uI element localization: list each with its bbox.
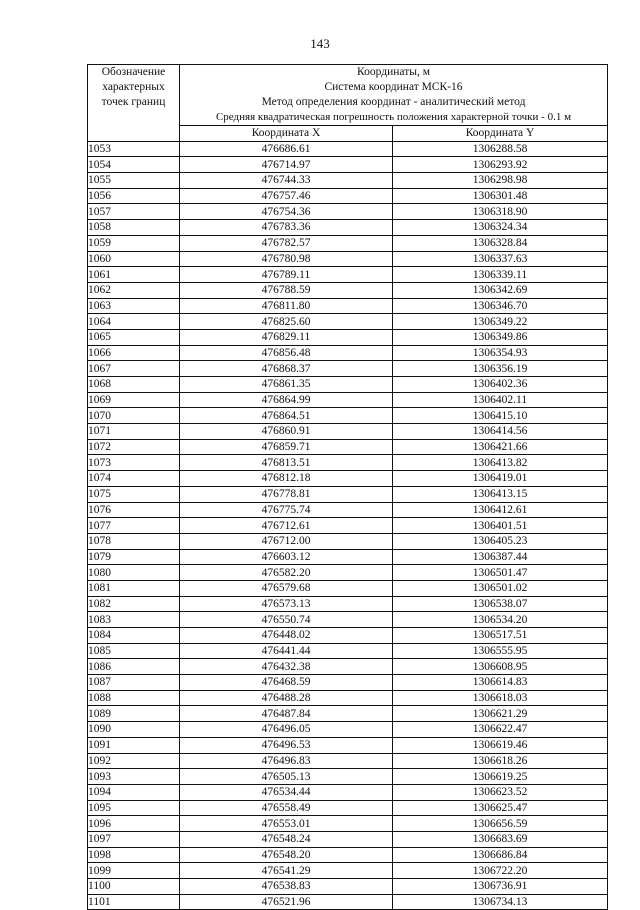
point-number: 1080 <box>88 565 180 581</box>
coordinate-x: 476864.51 <box>180 408 393 424</box>
coordinate-x: 476789.11 <box>180 267 393 283</box>
table-row <box>88 204 608 220</box>
coordinate-x: 476860.91 <box>180 424 393 440</box>
table-row <box>88 831 608 847</box>
table-row <box>88 267 608 283</box>
table-row <box>88 612 608 628</box>
coordinate-x: 476754.36 <box>180 204 393 220</box>
coordinate-x: 476811.80 <box>180 298 393 314</box>
point-number: 1070 <box>88 408 180 424</box>
table-row <box>88 596 608 612</box>
coordinate-y: 1306328.84 <box>393 235 608 251</box>
coordinate-x: 476534.44 <box>180 784 393 800</box>
table-row <box>88 424 608 440</box>
point-number: 1062 <box>88 282 180 298</box>
coordinate-y: 1306342.69 <box>393 282 608 298</box>
coordinate-x: 476548.24 <box>180 831 393 847</box>
point-number: 1073 <box>88 455 180 471</box>
point-number: 1056 <box>88 188 180 204</box>
column-header-y: Координата Y <box>393 126 608 142</box>
coordinate-y: 1306619.25 <box>393 769 608 785</box>
point-number: 1069 <box>88 392 180 408</box>
coordinate-y: 1306298.98 <box>393 173 608 189</box>
table-row <box>88 392 608 408</box>
point-number: 1091 <box>88 737 180 753</box>
table-row <box>88 847 608 863</box>
point-number: 1068 <box>88 377 180 393</box>
point-number: 1061 <box>88 267 180 283</box>
table-row <box>88 894 608 910</box>
coordinate-y: 1306419.01 <box>393 471 608 487</box>
coordinate-x: 476813.51 <box>180 455 393 471</box>
point-number: 1093 <box>88 769 180 785</box>
coordinate-y: 1306288.58 <box>393 141 608 157</box>
point-number: 1064 <box>88 314 180 330</box>
coordinate-x: 476496.05 <box>180 722 393 738</box>
coordinate-x: 476579.68 <box>180 580 393 596</box>
point-number: 1088 <box>88 690 180 706</box>
coordinate-x: 476780.98 <box>180 251 393 267</box>
coordinate-x: 476496.53 <box>180 737 393 753</box>
coordinate-x: 476582.20 <box>180 565 393 581</box>
table-row <box>88 220 608 236</box>
point-number: 1079 <box>88 549 180 565</box>
coordinate-x: 476868.37 <box>180 361 393 377</box>
coordinate-x: 476448.02 <box>180 628 393 644</box>
coordinate-x: 476573.13 <box>180 596 393 612</box>
point-number: 1075 <box>88 486 180 502</box>
coordinate-y: 1306501.02 <box>393 580 608 596</box>
point-number: 1086 <box>88 659 180 675</box>
header-right-line: Система координат МСК-16 <box>324 81 463 93</box>
point-number: 1098 <box>88 847 180 863</box>
coordinate-x: 476541.29 <box>180 863 393 879</box>
coordinate-y: 1306618.03 <box>393 690 608 706</box>
header-left-line: точек границ <box>101 96 166 108</box>
coordinate-y: 1306608.95 <box>393 659 608 675</box>
coordinate-y: 1306337.63 <box>393 251 608 267</box>
coordinate-y: 1306412.61 <box>393 502 608 518</box>
coordinate-x: 476712.61 <box>180 518 393 534</box>
coordinate-x: 476603.12 <box>180 549 393 565</box>
coordinate-x: 476812.18 <box>180 471 393 487</box>
coordinate-x: 476744.33 <box>180 173 393 189</box>
point-number: 1087 <box>88 675 180 691</box>
point-number: 1101 <box>88 894 180 910</box>
coordinate-y: 1306736.91 <box>393 879 608 895</box>
point-number: 1058 <box>88 220 180 236</box>
table-row <box>88 439 608 455</box>
table-row <box>88 408 608 424</box>
coordinate-x: 476521.96 <box>180 894 393 910</box>
coordinate-y: 1306346.70 <box>393 298 608 314</box>
table-row <box>88 800 608 816</box>
coordinate-x: 476788.59 <box>180 282 393 298</box>
coordinate-x: 476441.44 <box>180 643 393 659</box>
table-row <box>88 188 608 204</box>
table-row <box>88 737 608 753</box>
point-number: 1097 <box>88 831 180 847</box>
point-number: 1071 <box>88 424 180 440</box>
table-row <box>88 471 608 487</box>
header-right-line: Средняя квадратическая погрешность положения характерной точки - 0.1 м <box>215 111 572 123</box>
table-row <box>88 314 608 330</box>
table-row <box>88 518 608 534</box>
point-number: 1072 <box>88 439 180 455</box>
table-row <box>88 329 608 345</box>
coordinate-y: 1306538.07 <box>393 596 608 612</box>
point-number: 1077 <box>88 518 180 534</box>
column-header-x: Координата X <box>180 126 393 142</box>
table-row <box>88 486 608 502</box>
point-number: 1067 <box>88 361 180 377</box>
table-row <box>88 549 608 565</box>
table-row <box>88 235 608 251</box>
point-number: 1092 <box>88 753 180 769</box>
coordinate-y: 1306318.90 <box>393 204 608 220</box>
coordinate-x: 476778.81 <box>180 486 393 502</box>
coordinate-x: 476553.01 <box>180 816 393 832</box>
coordinate-y: 1306324.34 <box>393 220 608 236</box>
coordinate-x: 476432.38 <box>180 659 393 675</box>
coordinate-y: 1306414.56 <box>393 424 608 440</box>
coordinate-y: 1306622.47 <box>393 722 608 738</box>
coordinate-y: 1306683.69 <box>393 831 608 847</box>
point-number: 1074 <box>88 471 180 487</box>
coordinate-y: 1306534.20 <box>393 612 608 628</box>
table-row <box>88 157 608 173</box>
point-number: 1099 <box>88 863 180 879</box>
table-row <box>88 565 608 581</box>
point-number: 1089 <box>88 706 180 722</box>
table-row <box>88 580 608 596</box>
coordinate-x: 476856.48 <box>180 345 393 361</box>
point-number: 1065 <box>88 329 180 345</box>
coordinate-y: 1306686.84 <box>393 847 608 863</box>
point-designation-header <box>88 65 180 142</box>
coordinate-y: 1306349.86 <box>393 329 608 345</box>
coordinate-x: 476782.57 <box>180 235 393 251</box>
coordinate-y: 1306618.26 <box>393 753 608 769</box>
point-number: 1078 <box>88 533 180 549</box>
coordinate-x: 476825.60 <box>180 314 393 330</box>
coordinate-x: 476775.74 <box>180 502 393 518</box>
point-number: 1063 <box>88 298 180 314</box>
coordinate-x: 476550.74 <box>180 612 393 628</box>
point-number: 1060 <box>88 251 180 267</box>
coordinate-x: 476468.59 <box>180 675 393 691</box>
coordinate-y: 1306405.23 <box>393 533 608 549</box>
table-row <box>88 173 608 189</box>
table-row <box>88 690 608 706</box>
coordinate-x: 476859.71 <box>180 439 393 455</box>
table-row <box>88 141 608 157</box>
coordinate-y: 1306722.20 <box>393 863 608 879</box>
point-number: 1059 <box>88 235 180 251</box>
coordinate-y: 1306415.10 <box>393 408 608 424</box>
point-number: 1096 <box>88 816 180 832</box>
table-row <box>88 251 608 267</box>
table-row <box>88 361 608 377</box>
point-number: 1082 <box>88 596 180 612</box>
page-number: 143 <box>310 36 330 51</box>
table-row <box>88 659 608 675</box>
coordinate-x: 476558.49 <box>180 800 393 816</box>
table-row <box>88 675 608 691</box>
coordinate-x: 476496.83 <box>180 753 393 769</box>
coordinate-y: 1306421.66 <box>393 439 608 455</box>
table-row <box>88 502 608 518</box>
table-row <box>88 784 608 800</box>
coordinate-y: 1306413.15 <box>393 486 608 502</box>
table-row <box>88 643 608 659</box>
header-left-line: характерных <box>102 81 165 93</box>
coordinate-x: 476829.11 <box>180 329 393 345</box>
coordinate-y: 1306349.22 <box>393 314 608 330</box>
table-body <box>88 141 608 910</box>
coordinate-y: 1306354.93 <box>393 345 608 361</box>
coordinate-x: 476757.46 <box>180 188 393 204</box>
point-number: 1053 <box>88 141 180 157</box>
coordinate-y: 1306614.83 <box>393 675 608 691</box>
table-row <box>88 345 608 361</box>
coordinate-x: 476712.00 <box>180 533 393 549</box>
point-number: 1054 <box>88 157 180 173</box>
table-row <box>88 706 608 722</box>
coordinate-x: 476861.35 <box>180 377 393 393</box>
point-number: 1066 <box>88 345 180 361</box>
coordinate-y: 1306555.95 <box>393 643 608 659</box>
table-row <box>88 769 608 785</box>
point-number: 1084 <box>88 628 180 644</box>
coordinate-x: 476538.83 <box>180 879 393 895</box>
coordinate-x: 476488.28 <box>180 690 393 706</box>
coordinate-y: 1306387.44 <box>393 549 608 565</box>
coordinate-x: 476783.36 <box>180 220 393 236</box>
header-right-line: Метод определения координат - аналитический метод <box>261 96 526 108</box>
point-number: 1057 <box>88 204 180 220</box>
coordinate-y: 1306402.11 <box>393 392 608 408</box>
coordinate-y: 1306401.51 <box>393 518 608 534</box>
header-right-line: Координаты, м <box>357 66 430 78</box>
table-row <box>88 282 608 298</box>
table-row <box>88 753 608 769</box>
coordinate-y: 1306517.51 <box>393 628 608 644</box>
coordinate-y: 1306625.47 <box>393 800 608 816</box>
point-number: 1094 <box>88 784 180 800</box>
point-number: 1085 <box>88 643 180 659</box>
coordinate-y: 1306656.59 <box>393 816 608 832</box>
coordinate-x: 476686.61 <box>180 141 393 157</box>
coordinate-x: 476864.99 <box>180 392 393 408</box>
table-row <box>88 533 608 549</box>
coordinate-y: 1306621.29 <box>393 706 608 722</box>
coordinate-y: 1306301.48 <box>393 188 608 204</box>
coordinates-table <box>87 64 608 910</box>
table-row <box>88 628 608 644</box>
coordinate-x: 476548.20 <box>180 847 393 863</box>
coordinate-y: 1306413.82 <box>393 455 608 471</box>
coordinate-x: 476714.97 <box>180 157 393 173</box>
coordinate-y: 1306293.92 <box>393 157 608 173</box>
table-row <box>88 455 608 471</box>
coordinate-y: 1306356.19 <box>393 361 608 377</box>
point-number: 1076 <box>88 502 180 518</box>
coordinate-y: 1306734.13 <box>393 894 608 910</box>
coordinate-y: 1306619.46 <box>393 737 608 753</box>
coordinate-y: 1306623.52 <box>393 784 608 800</box>
table-row <box>88 816 608 832</box>
table-row <box>88 377 608 393</box>
point-number: 1083 <box>88 612 180 628</box>
point-number: 1055 <box>88 173 180 189</box>
table-row <box>88 298 608 314</box>
coordinate-y: 1306339.11 <box>393 267 608 283</box>
header-row <box>88 65 608 126</box>
point-number: 1100 <box>88 879 180 895</box>
table-row <box>88 879 608 895</box>
coordinate-y: 1306402.36 <box>393 377 608 393</box>
point-number: 1090 <box>88 722 180 738</box>
coordinate-x: 476505.13 <box>180 769 393 785</box>
coordinates-header <box>180 65 608 126</box>
table-row <box>88 863 608 879</box>
table-row <box>88 722 608 738</box>
header-left-line: Обозначение <box>101 66 166 78</box>
coordinate-y: 1306501.47 <box>393 565 608 581</box>
point-number: 1095 <box>88 800 180 816</box>
point-number: 1081 <box>88 580 180 596</box>
coordinate-x: 476487.84 <box>180 706 393 722</box>
